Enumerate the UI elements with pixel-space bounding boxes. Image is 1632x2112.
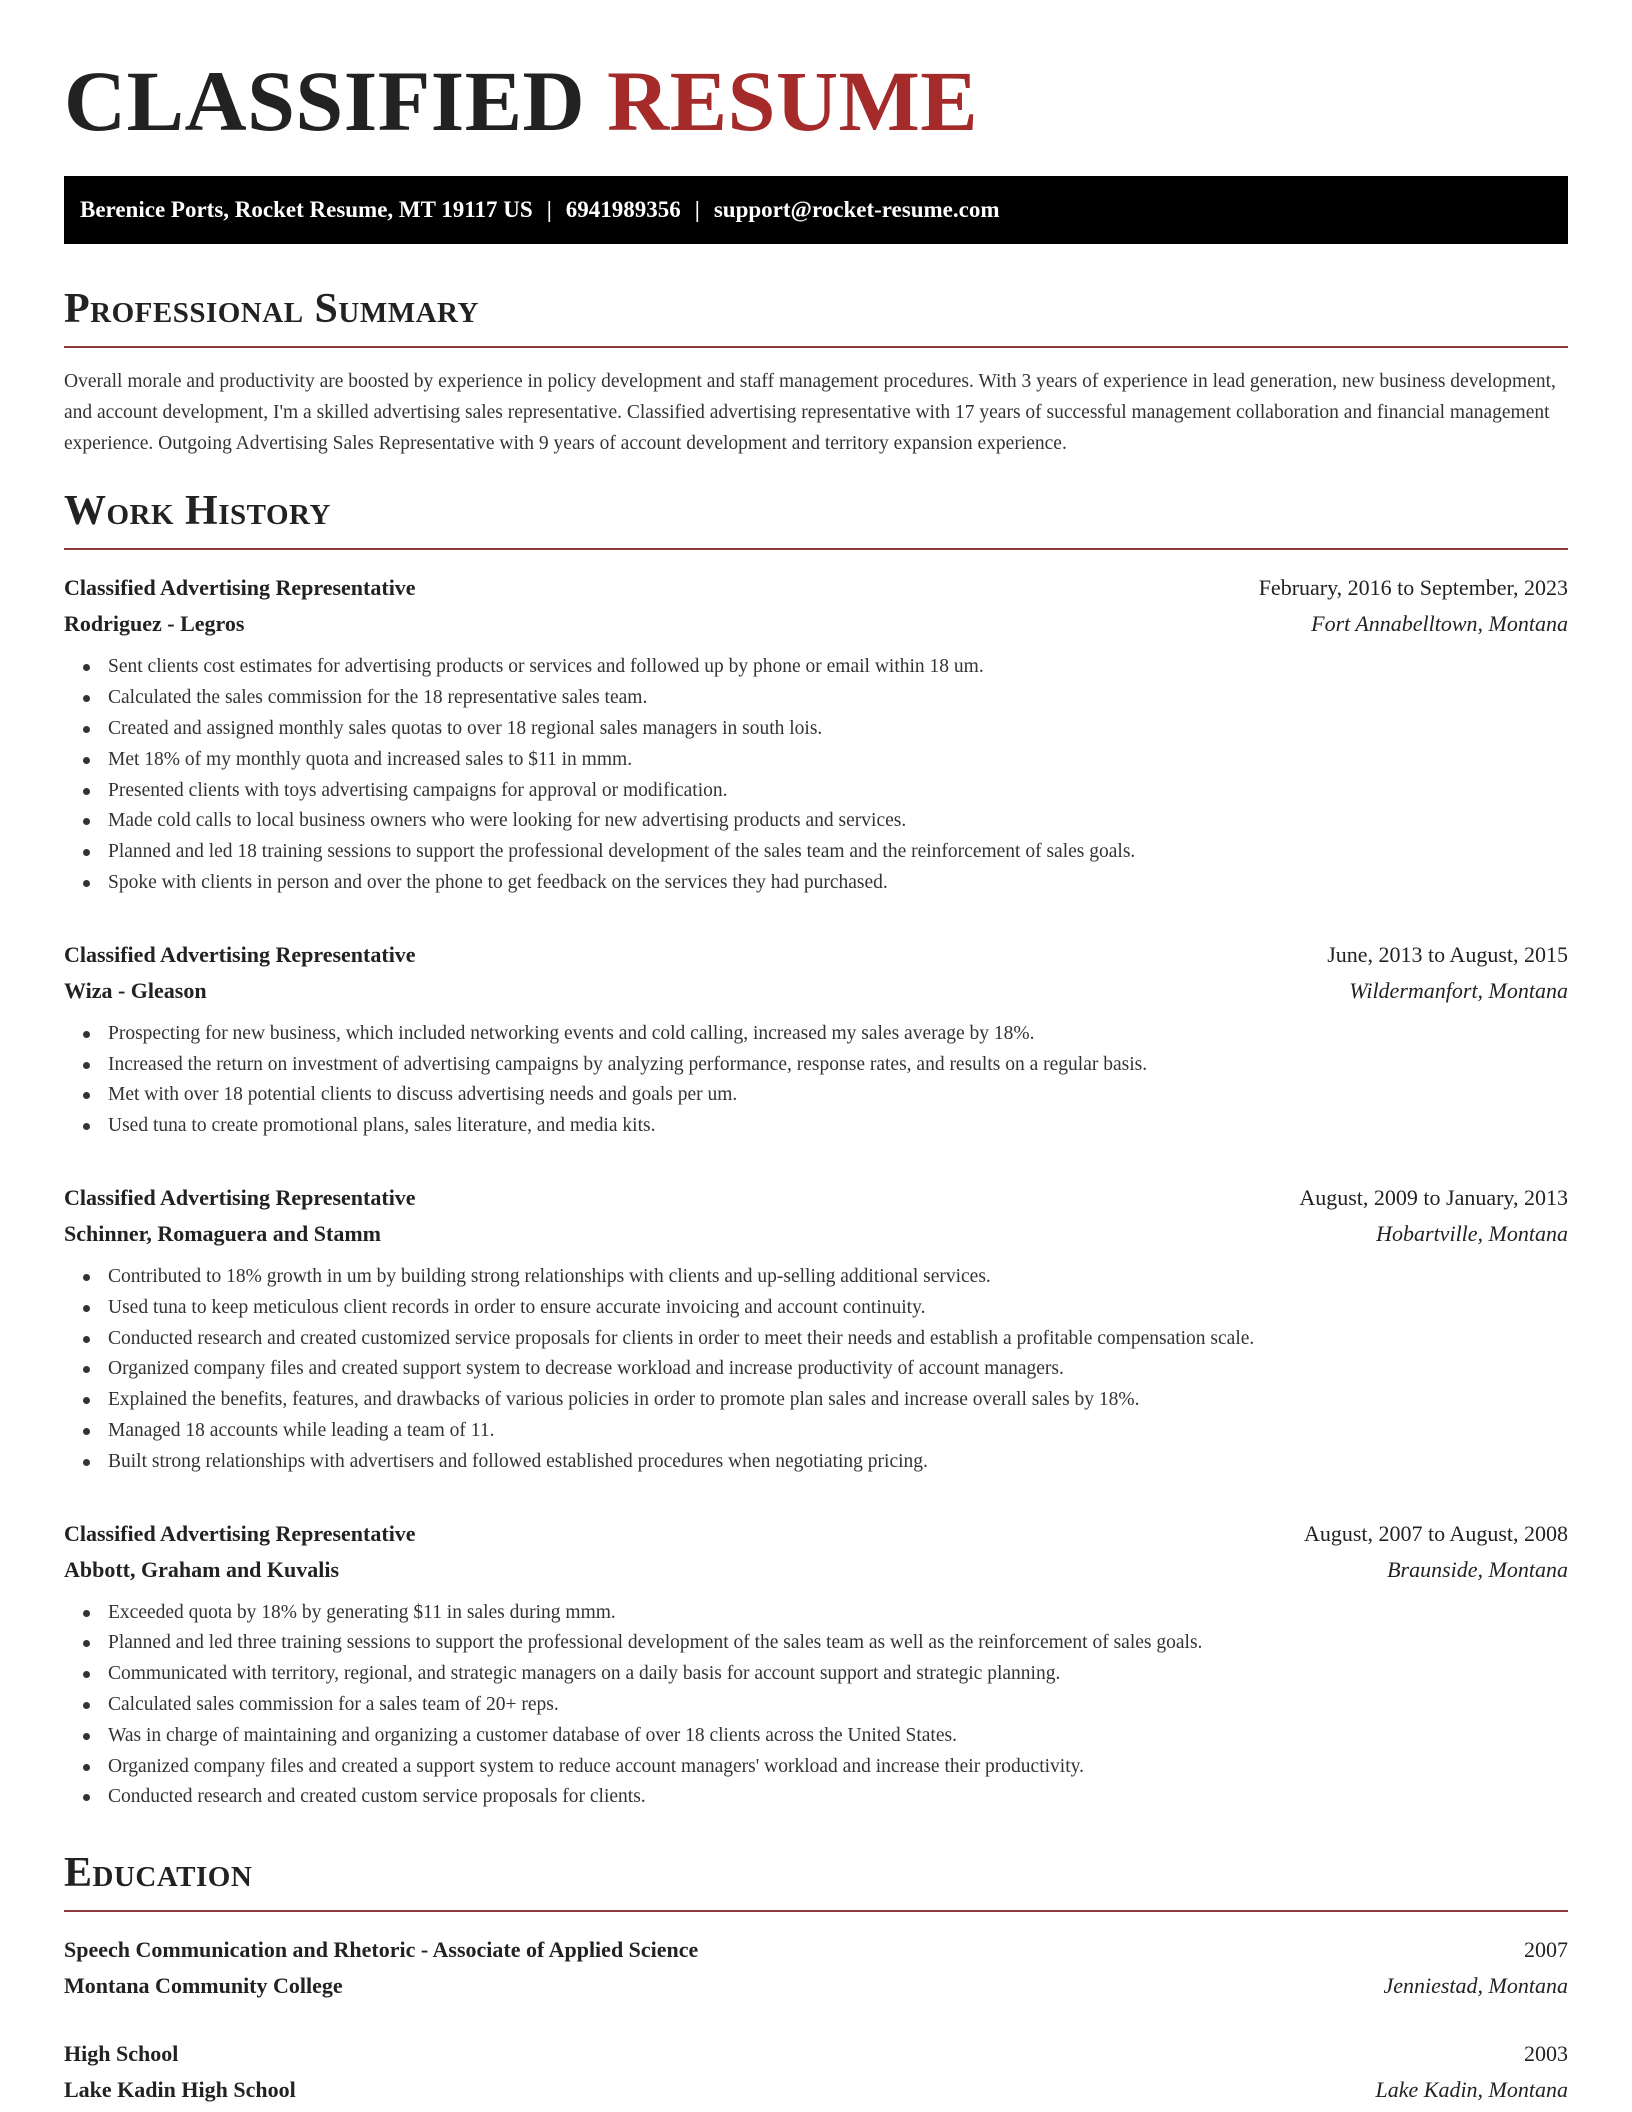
education-location: Jenniestad, Montana — [1383, 1973, 1568, 1999]
education-location: Lake Kadin, Montana — [1375, 2077, 1568, 2103]
job-company-row — [64, 1216, 1568, 1252]
contact-separator: | — [546, 197, 552, 222]
job-bullet: Calculated the sales commission for the 18 representative sales team. — [64, 683, 1568, 714]
job-bullet: Conducted research and created customized service proposals for clients in order to meet their needs and establish a profitable compensation scale. — [64, 1324, 1568, 1355]
summary-section — [64, 284, 1568, 459]
job-bullet: Explained the benefits, features, and drawbacks of various policies in order to promote plan sales and increase overall sales by 18%. — [64, 1385, 1568, 1416]
job-company-row — [64, 973, 1568, 1009]
education-degree-row — [64, 2036, 1568, 2072]
summary-heading: Professional Summary — [64, 284, 1568, 348]
job-bullet: Made cold calls to local business owners who were looking for new advertising products and services. — [64, 806, 1568, 837]
job-bullet: Met with over 18 potential clients to discuss advertising needs and goals per um. — [64, 1080, 1568, 1111]
resume-title — [64, 50, 978, 153]
education-entry — [64, 1932, 1568, 2004]
work-history-heading: Work History — [64, 486, 1568, 550]
job-bullet: Prospecting for new business, which included networking events and cold calling, increased my sales average by 18%. — [64, 1019, 1568, 1050]
job-bullet: Planned and led 18 training sessions to support the professional development of the sales team and the reinforcement of sales goals. — [64, 837, 1568, 868]
job-company: Abbott, Graham and Kuvalis — [64, 1556, 340, 1582]
job-location: Wildermanfort, Montana — [1349, 977, 1568, 1003]
education-school: Montana Community College — [64, 1973, 343, 1999]
job-header-row — [64, 1180, 1568, 1216]
job-bullet: Contributed to 18% growth in um by building strong relationships with clients and up-selling additional services. — [64, 1262, 1568, 1293]
job-company: Schinner, Romaguera and Stamm — [64, 1220, 381, 1246]
job-company: Rodriguez - Legros — [64, 611, 245, 637]
job-header-row — [64, 1516, 1568, 1552]
contact-address: Berenice Ports, Rocket Resume, MT 19117 US — [80, 197, 533, 222]
job-header-row — [64, 570, 1568, 606]
education-school-row — [64, 1968, 1568, 2004]
education-degree: Speech Communication and Rhetoric - Associate of Applied Science — [64, 1937, 699, 1963]
job-company-row — [64, 1552, 1568, 1588]
job-bullet: Increased the return on investment of advertising campaigns by analyzing performance, response rates, and results on a regular basis. — [64, 1050, 1568, 1081]
job-bullet: Used tuna to keep meticulous client records in order to ensure accurate invoicing and account continuity. — [64, 1293, 1568, 1324]
job-location: Hobartville, Montana — [1376, 1220, 1568, 1246]
job-dates: June, 2013 to August, 2015 — [1327, 941, 1568, 967]
education-entry — [64, 2036, 1568, 2108]
education-year: 2007 — [1524, 1937, 1568, 1963]
job-bullets — [64, 1019, 1568, 1142]
job-entry — [64, 1516, 1568, 1814]
job-header-row — [64, 937, 1568, 973]
job-dates: August, 2009 to January, 2013 — [1299, 1184, 1568, 1210]
education-school: Lake Kadin High School — [64, 2077, 296, 2103]
job-bullet: Calculated sales commission for a sales team of 20+ reps. — [64, 1690, 1568, 1721]
job-dates: February, 2016 to September, 2023 — [1258, 575, 1568, 601]
job-bullet: Exceeded quota by 18% by generating $11 in sales during mmm. — [64, 1598, 1568, 1629]
job-bullet: Conducted research and created custom service proposals for clients. — [64, 1782, 1568, 1813]
job-bullets — [64, 1262, 1568, 1478]
job-bullet: Sent clients cost estimates for advertising products or services and followed up by phone or email within 18 um. — [64, 652, 1568, 683]
education-degree: High School — [64, 2041, 179, 2067]
job-company-row — [64, 606, 1568, 642]
contact-bar — [64, 176, 1568, 244]
title-word-resume: RESUME — [607, 53, 979, 149]
job-title: Classified Advertising Representative — [64, 1184, 416, 1210]
contact-email: support@rocket-resume.com — [713, 197, 1000, 222]
contact-phone: 6941989356 — [565, 197, 681, 222]
job-entry — [64, 937, 1568, 1142]
job-location: Fort Annabelltown, Montana — [1311, 611, 1568, 637]
job-bullet: Communicated with territory, regional, and strategic managers on a daily basis for account support and strategic planning. — [64, 1659, 1568, 1690]
job-bullet: Organized company files and created support system to decrease workload and increase productivity of account managers. — [64, 1354, 1568, 1385]
job-bullet: Met 18% of my monthly quota and increased sales to $11 in mmm. — [64, 745, 1568, 776]
job-bullet: Built strong relationships with advertisers and followed established procedures when negotiating pricing. — [64, 1447, 1568, 1478]
job-dates: August, 2007 to August, 2008 — [1303, 1520, 1568, 1546]
job-entry — [64, 570, 1568, 898]
title-word-classified: CLASSIFIED — [64, 53, 586, 149]
job-entry — [64, 1180, 1568, 1478]
job-bullet: Spoke with clients in person and over the phone to get feedback on the services they had purchased. — [64, 868, 1568, 899]
job-location: Braunside, Montana — [1387, 1556, 1568, 1582]
job-bullets — [64, 652, 1568, 898]
job-title: Classified Advertising Representative — [64, 575, 416, 601]
education-year: 2003 — [1524, 2041, 1568, 2067]
work-history-section — [64, 486, 1568, 1813]
job-bullet: Planned and led three training sessions to support the professional development of the sales team as well as the reinforcement of sales goals. — [64, 1628, 1568, 1659]
education-heading: Education — [64, 1848, 1568, 1912]
job-bullet: Used tuna to create promotional plans, sales literature, and media kits. — [64, 1111, 1568, 1142]
education-section — [64, 1848, 1568, 2108]
contact-separator: | — [694, 197, 700, 222]
job-bullet: Was in charge of maintaining and organizing a customer database of over 18 clients across the United States. — [64, 1721, 1568, 1752]
job-company: Wiza - Gleason — [64, 977, 207, 1003]
job-bullet: Presented clients with toys advertising campaigns for approval or modification. — [64, 776, 1568, 807]
job-bullet: Created and assigned monthly sales quotas to over 18 regional sales managers in south lois. — [64, 714, 1568, 745]
education-school-row — [64, 2072, 1568, 2108]
summary-text: Overall morale and productivity are boosted by experience in policy development and staff management procedures. With 3 years of experience in lead generation, new business development, and account development, I'm a skilled advertising sales representative. Classified advertising representative with 17 years of successful management collaboration and financial management experience. Outgoing Advertising Sales Representative with 9 years of account development and territory expansion experience. — [64, 371, 1556, 455]
job-bullets — [64, 1598, 1568, 1814]
job-bullet: Managed 18 accounts while leading a team of 11. — [64, 1416, 1568, 1447]
education-degree-row — [64, 1932, 1568, 1968]
job-bullet: Organized company files and created a support system to reduce account managers' workload and increase their productivity. — [64, 1752, 1568, 1783]
job-title: Classified Advertising Representative — [64, 941, 416, 967]
job-title: Classified Advertising Representative — [64, 1520, 416, 1546]
